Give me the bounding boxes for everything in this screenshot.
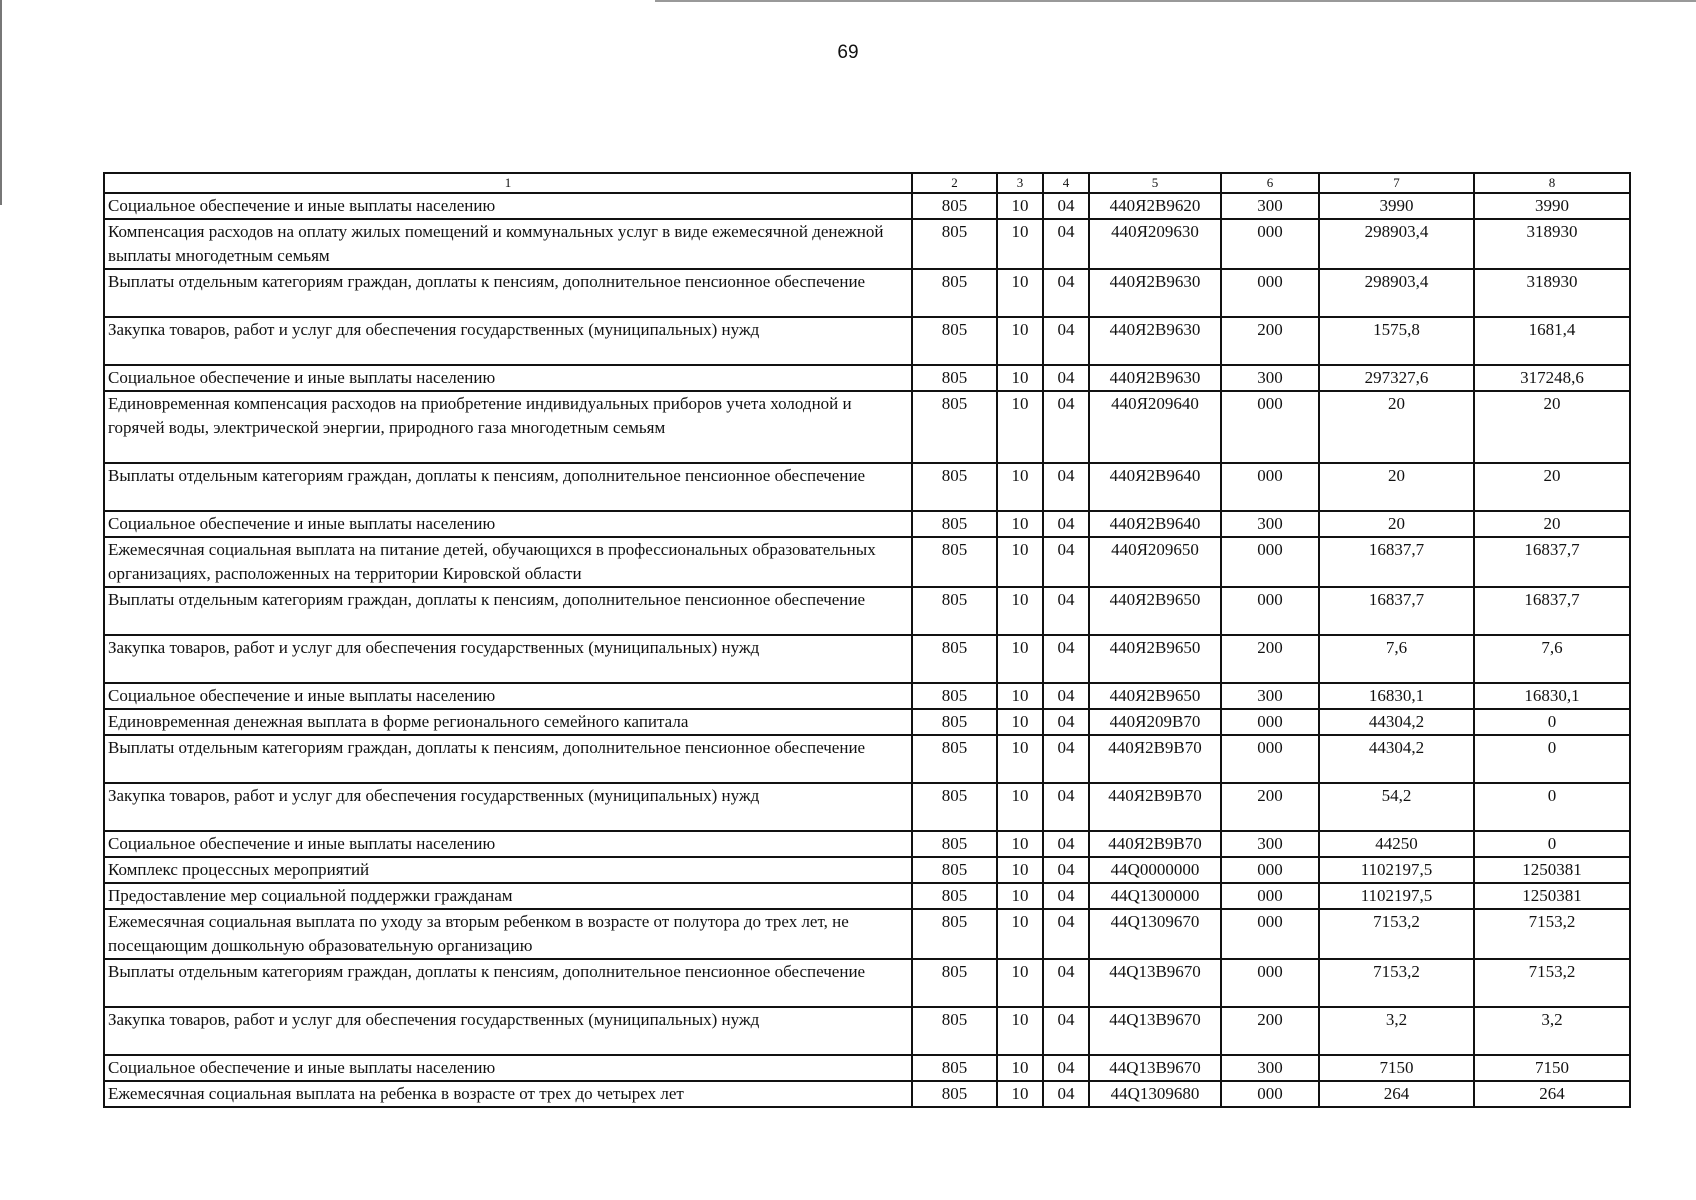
col-7-amount: 298903,4 [1319,269,1474,317]
col-6-value: 200 [1221,317,1319,365]
col-4-value: 04 [1043,365,1089,391]
col-3-value: 10 [997,269,1043,317]
col-8-amount: 0 [1474,783,1630,831]
col-6-value: 200 [1221,1007,1319,1055]
col-2-value: 805 [912,857,997,883]
col-3-value: 10 [997,1007,1043,1055]
row-name: Компенсация расходов на оплату жилых помещений и коммунальных услуг в виде ежемесячной денежной выплаты многодетным семьям [104,219,912,269]
header-row [104,173,1630,193]
col-6-value: 300 [1221,1055,1319,1081]
col-4-value: 04 [1043,1081,1089,1107]
col-5-code: 440Я2В9В70 [1089,735,1221,783]
col-6-value: 000 [1221,463,1319,511]
col-2-value: 805 [912,1081,997,1107]
row-name: Ежемесячная социальная выплата на питание детей, обучающихся в профессиональных образовательных организациях, расположенных на территории Кировской области [104,537,912,587]
col-8-amount: 1250381 [1474,883,1630,909]
col-3-value: 10 [997,365,1043,391]
col-2-value: 805 [912,193,997,219]
col-4-value: 04 [1043,391,1089,463]
col-2-value: 805 [912,391,997,463]
col-2-value: 805 [912,511,997,537]
col-7-amount: 44250 [1319,831,1474,857]
row-name: Выплаты отдельным категориям граждан, доплаты к пенсиям, дополнительное пенсионное обеспечение [104,463,912,511]
row-name: Единовременная компенсация расходов на приобретение индивидуальных приборов учета холодной и горячей воды, электрической энергии, природного газа многодетным семьям [104,391,912,463]
table-row [104,909,1630,959]
col-5-code: 440Я209630 [1089,219,1221,269]
col-6-value: 000 [1221,391,1319,463]
col-5-code: 440Я2В9630 [1089,317,1221,365]
col-7-amount: 264 [1319,1081,1474,1107]
col-2-value: 805 [912,219,997,269]
col-6-value: 300 [1221,831,1319,857]
col-7-amount: 1102197,5 [1319,883,1474,909]
col-4-value: 04 [1043,587,1089,635]
col-2-value: 805 [912,1055,997,1081]
col-2-value: 805 [912,709,997,735]
column-header: 6 [1221,173,1319,193]
table-row [104,735,1630,783]
table-row [104,831,1630,857]
col-6-value: 000 [1221,857,1319,883]
col-7-amount: 7153,2 [1319,909,1474,959]
row-name: Закупка товаров, работ и услуг для обеспечения государственных (муниципальных) нужд [104,317,912,365]
col-4-value: 04 [1043,463,1089,511]
col-7-amount: 7150 [1319,1055,1474,1081]
col-6-value: 000 [1221,219,1319,269]
col-5-code: 440Я2В9640 [1089,463,1221,511]
col-3-value: 10 [997,1081,1043,1107]
col-7-amount: 20 [1319,511,1474,537]
col-5-code: 440Я2В9В70 [1089,831,1221,857]
col-4-value: 04 [1043,783,1089,831]
col-4-value: 04 [1043,735,1089,783]
row-name: Выплаты отдельным категориям граждан, доплаты к пенсиям, дополнительное пенсионное обеспечение [104,269,912,317]
table-row [104,783,1630,831]
col-8-amount: 7153,2 [1474,909,1630,959]
col-4-value: 04 [1043,959,1089,1007]
col-5-code: 440Я209640 [1089,391,1221,463]
col-5-code: 440Я2В9630 [1089,269,1221,317]
column-header: 3 [997,173,1043,193]
col-7-amount: 16837,7 [1319,587,1474,635]
col-3-value: 10 [997,317,1043,365]
col-7-amount: 1102197,5 [1319,857,1474,883]
col-6-value: 000 [1221,735,1319,783]
col-8-amount: 317248,6 [1474,365,1630,391]
table-row [104,391,1630,463]
row-name: Выплаты отдельным категориям граждан, доплаты к пенсиям, дополнительное пенсионное обеспечение [104,959,912,1007]
col-4-value: 04 [1043,683,1089,709]
col-2-value: 805 [912,269,997,317]
col-3-value: 10 [997,831,1043,857]
col-3-value: 10 [997,537,1043,587]
col-4-value: 04 [1043,511,1089,537]
col-8-amount: 20 [1474,391,1630,463]
col-5-code: 44Q13В9670 [1089,1055,1221,1081]
col-2-value: 805 [912,1007,997,1055]
col-7-amount: 1575,8 [1319,317,1474,365]
column-header: 2 [912,173,997,193]
col-2-value: 805 [912,959,997,1007]
col-5-code: 440Я2В9650 [1089,587,1221,635]
col-7-amount: 297327,6 [1319,365,1474,391]
col-7-amount: 44304,2 [1319,709,1474,735]
row-name: Закупка товаров, работ и услуг для обеспечения государственных (муниципальных) нужд [104,783,912,831]
col-6-value: 300 [1221,365,1319,391]
col-2-value: 805 [912,783,997,831]
col-5-code: 44Q1309670 [1089,909,1221,959]
row-name: Социальное обеспечение и иные выплаты населению [104,1055,912,1081]
col-6-value: 300 [1221,511,1319,537]
col-6-value: 200 [1221,783,1319,831]
col-2-value: 805 [912,683,997,709]
col-8-amount: 318930 [1474,219,1630,269]
col-8-amount: 3990 [1474,193,1630,219]
col-7-amount: 20 [1319,463,1474,511]
col-3-value: 10 [997,511,1043,537]
table-row [104,463,1630,511]
col-3-value: 10 [997,959,1043,1007]
col-3-value: 10 [997,909,1043,959]
col-7-amount: 3,2 [1319,1007,1474,1055]
row-name: Комплекс процессных мероприятий [104,857,912,883]
row-name: Предоставление мер социальной поддержки гражданам [104,883,912,909]
col-7-amount: 298903,4 [1319,219,1474,269]
col-5-code: 44Q1300000 [1089,883,1221,909]
row-name: Социальное обеспечение и иные выплаты населению [104,193,912,219]
col-7-amount: 44304,2 [1319,735,1474,783]
col-4-value: 04 [1043,1055,1089,1081]
col-3-value: 10 [997,735,1043,783]
col-2-value: 805 [912,317,997,365]
col-8-amount: 16837,7 [1474,537,1630,587]
col-5-code: 44Q13В9670 [1089,1007,1221,1055]
table-row [104,269,1630,317]
col-6-value: 000 [1221,537,1319,587]
budget-table [103,172,1631,1108]
table-row [104,1007,1630,1055]
col-3-value: 10 [997,783,1043,831]
col-7-amount: 16830,1 [1319,683,1474,709]
col-3-value: 10 [997,463,1043,511]
table-row [104,635,1630,683]
col-2-value: 805 [912,463,997,511]
col-8-amount: 264 [1474,1081,1630,1107]
col-5-code: 44Q13В9670 [1089,959,1221,1007]
row-name: Выплаты отдельным категориям граждан, доплаты к пенсиям, дополнительное пенсионное обеспечение [104,735,912,783]
col-8-amount: 0 [1474,831,1630,857]
col-5-code: 440Я2В9650 [1089,683,1221,709]
col-4-value: 04 [1043,269,1089,317]
col-3-value: 10 [997,683,1043,709]
table-row [104,683,1630,709]
col-8-amount: 318930 [1474,269,1630,317]
col-2-value: 805 [912,909,997,959]
col-4-value: 04 [1043,883,1089,909]
col-4-value: 04 [1043,193,1089,219]
col-2-value: 805 [912,587,997,635]
row-name: Единовременная денежная выплата в форме регионального семейного капитала [104,709,912,735]
col-4-value: 04 [1043,909,1089,959]
col-3-value: 10 [997,193,1043,219]
col-2-value: 805 [912,365,997,391]
row-name: Социальное обеспечение и иные выплаты населению [104,511,912,537]
table-row [104,193,1630,219]
col-6-value: 000 [1221,1081,1319,1107]
col-4-value: 04 [1043,709,1089,735]
col-7-amount: 20 [1319,391,1474,463]
row-name: Ежемесячная социальная выплата по уходу за вторым ребенком в возрасте от полутора до трех лет, не посещающим дошкольную образовательную организацию [104,909,912,959]
col-3-value: 10 [997,709,1043,735]
col-7-amount: 16837,7 [1319,537,1474,587]
col-3-value: 10 [997,391,1043,463]
col-8-amount: 7150 [1474,1055,1630,1081]
table-row [104,959,1630,1007]
col-4-value: 04 [1043,635,1089,683]
col-4-value: 04 [1043,857,1089,883]
col-5-code: 440Я2В9В70 [1089,783,1221,831]
col-4-value: 04 [1043,537,1089,587]
column-header: 5 [1089,173,1221,193]
col-3-value: 10 [997,635,1043,683]
col-8-amount: 7,6 [1474,635,1630,683]
scan-edge-left [0,0,2,205]
col-2-value: 805 [912,735,997,783]
column-header: 4 [1043,173,1089,193]
col-5-code: 440Я2В9630 [1089,365,1221,391]
table-row [104,1055,1630,1081]
col-8-amount: 20 [1474,463,1630,511]
col-8-amount: 3,2 [1474,1007,1630,1055]
col-8-amount: 0 [1474,709,1630,735]
table-row [104,317,1630,365]
col-5-code: 440Я209В70 [1089,709,1221,735]
col-8-amount: 16830,1 [1474,683,1630,709]
row-name: Выплаты отдельным категориям граждан, доплаты к пенсиям, дополнительное пенсионное обеспечение [104,587,912,635]
col-2-value: 805 [912,537,997,587]
col-8-amount: 1681,4 [1474,317,1630,365]
col-6-value: 000 [1221,959,1319,1007]
col-4-value: 04 [1043,317,1089,365]
table-row [104,857,1630,883]
col-3-value: 10 [997,1055,1043,1081]
col-5-code: 440Я2В9640 [1089,511,1221,537]
table-row [104,365,1630,391]
col-3-value: 10 [997,883,1043,909]
col-7-amount: 7,6 [1319,635,1474,683]
row-name: Ежемесячная социальная выплата на ребенка в возрасте от трех до четырех лет [104,1081,912,1107]
col-2-value: 805 [912,635,997,683]
col-4-value: 04 [1043,1007,1089,1055]
col-2-value: 805 [912,883,997,909]
table-row [104,537,1630,587]
col-5-code: 44Q0000000 [1089,857,1221,883]
column-header: 7 [1319,173,1474,193]
col-5-code: 44Q1309680 [1089,1081,1221,1107]
col-6-value: 200 [1221,635,1319,683]
col-4-value: 04 [1043,831,1089,857]
table-row [104,587,1630,635]
col-8-amount: 0 [1474,735,1630,783]
col-3-value: 10 [997,857,1043,883]
table-row [104,883,1630,909]
col-6-value: 000 [1221,269,1319,317]
col-8-amount: 7153,2 [1474,959,1630,1007]
col-7-amount: 7153,2 [1319,959,1474,1007]
row-name: Социальное обеспечение и иные выплаты населению [104,831,912,857]
table-row [104,1081,1630,1107]
col-5-code: 440Я2В9620 [1089,193,1221,219]
column-header: 1 [104,173,912,193]
table-row [104,219,1630,269]
col-3-value: 10 [997,587,1043,635]
col-4-value: 04 [1043,219,1089,269]
page-number: 69 [837,42,859,63]
col-5-code: 440Я2В9650 [1089,635,1221,683]
col-8-amount: 1250381 [1474,857,1630,883]
row-name: Социальное обеспечение и иные выплаты населению [104,365,912,391]
col-6-value: 000 [1221,909,1319,959]
col-7-amount: 54,2 [1319,783,1474,831]
col-6-value: 000 [1221,883,1319,909]
col-6-value: 000 [1221,587,1319,635]
scan-edge-top [655,0,1696,2]
column-header: 8 [1474,173,1630,193]
col-3-value: 10 [997,219,1043,269]
col-7-amount: 3990 [1319,193,1474,219]
col-8-amount: 20 [1474,511,1630,537]
table-row [104,709,1630,735]
row-name: Закупка товаров, работ и услуг для обеспечения государственных (муниципальных) нужд [104,635,912,683]
col-2-value: 805 [912,831,997,857]
col-5-code: 440Я209650 [1089,537,1221,587]
col-6-value: 000 [1221,709,1319,735]
col-6-value: 300 [1221,193,1319,219]
row-name: Социальное обеспечение и иные выплаты населению [104,683,912,709]
col-6-value: 300 [1221,683,1319,709]
col-8-amount: 16837,7 [1474,587,1630,635]
row-name: Закупка товаров, работ и услуг для обеспечения государственных (муниципальных) нужд [104,1007,912,1055]
table-row [104,511,1630,537]
